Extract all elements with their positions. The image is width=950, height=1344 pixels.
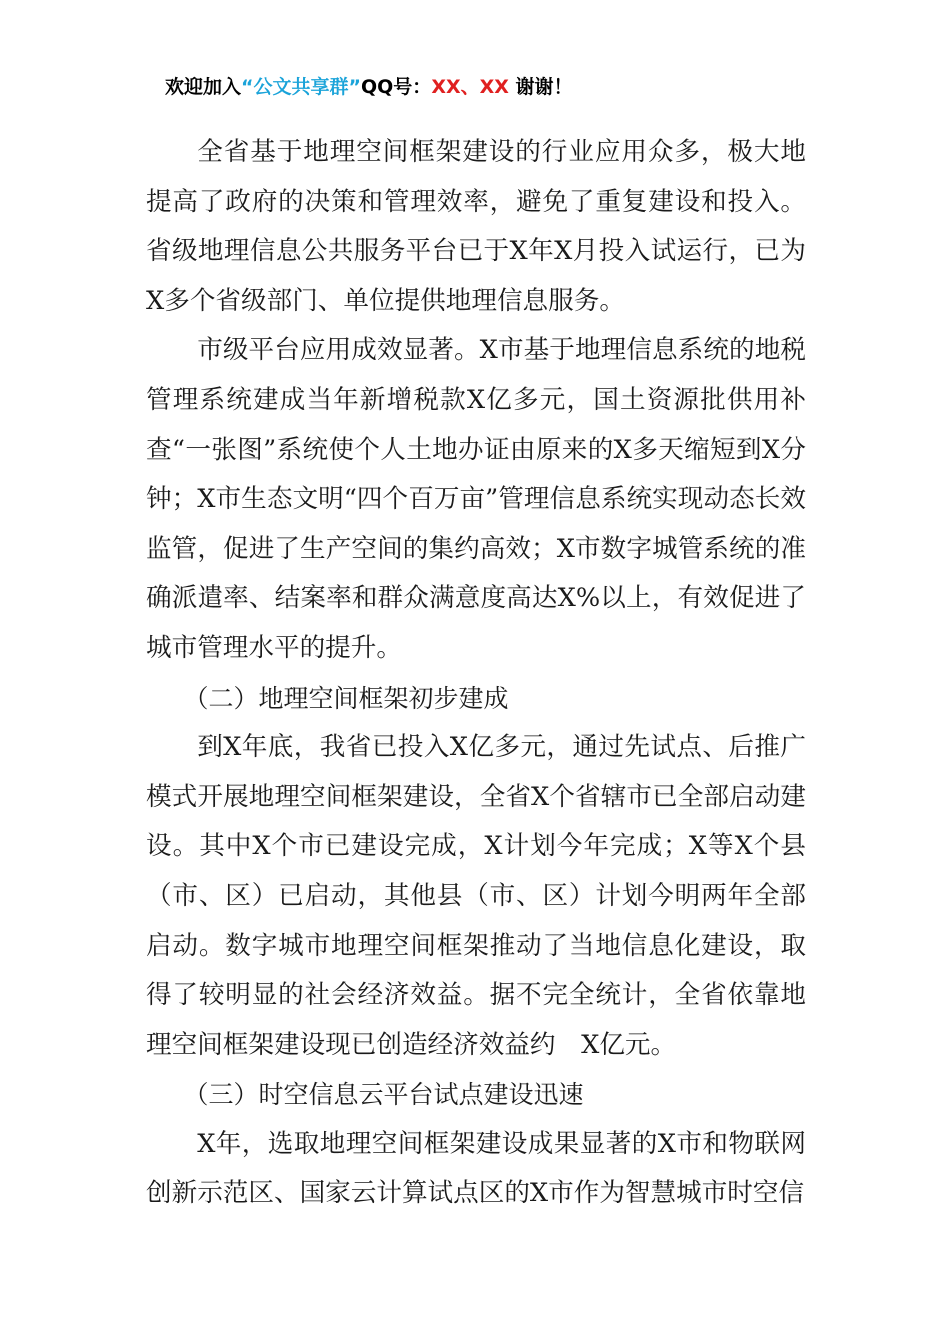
paragraph-2: 市级平台应用成效显著。X市基于地理信息系统的地税管理系统建成当年新增税款X亿多元，国土资源批供用补查“一张图”系统使个人土地办证由原来的X多天缩短到X分钟；X市生态文明“四个百万亩”管理信息系统实现动态长效监管，促进了生产空间的集约高效；X市数字城管系统的准确派遣率、结案率和群众满意度高达X%以上，有效促进了城市管理水平的提升。 xyxy=(146,335,806,663)
paragraph-3: 到X年底，我省已投入X亿多元，通过先试点、后推广模式开展地理空间框架建设，全省X个省辖市已全部启动建设。其中X个市已建设完成，X计划今年完成；X等X个县（市、区）已启动，其他县（市、区）计划今明两年全部启动。数字城市地理空间框架推动了当地信息化建设，取得了较明显的社会经济效益。据不完全统计，全省依靠地理空间框架建设现已创造经济效益约 X亿元。 xyxy=(146,732,806,1060)
paragraph-1: 全省基于地理空间框架建设的行业应用众多，极大地提高了政府的决策和管理效率，避免了重复建设和投入。省级地理信息公共服务平台已于X年X月投入试运行，已为X多个省级部门、单位提供地理信息服务。 xyxy=(146,137,806,316)
paragraph-4: X年，选取地理空间框架建设成果显著的X市和物联网创新示范区、国家云计算试点区的X市作为智慧城市时空信 xyxy=(146,1128,806,1209)
section-heading-2: （二）地理空间框架初步建成 xyxy=(183,683,509,713)
header-qq-number: XX、XX xyxy=(431,76,509,98)
header-prefix: 欢迎加入 xyxy=(165,76,242,98)
header-qq-label: QQ号： xyxy=(361,76,432,98)
section-heading-3: （三）时空信息云平台试点建设迅速 xyxy=(183,1080,584,1110)
header-group-name: “公文共享群” xyxy=(241,76,361,98)
document-body xyxy=(146,128,806,1219)
page-header xyxy=(165,72,573,99)
header-suffix: 谢谢！ xyxy=(508,76,573,98)
